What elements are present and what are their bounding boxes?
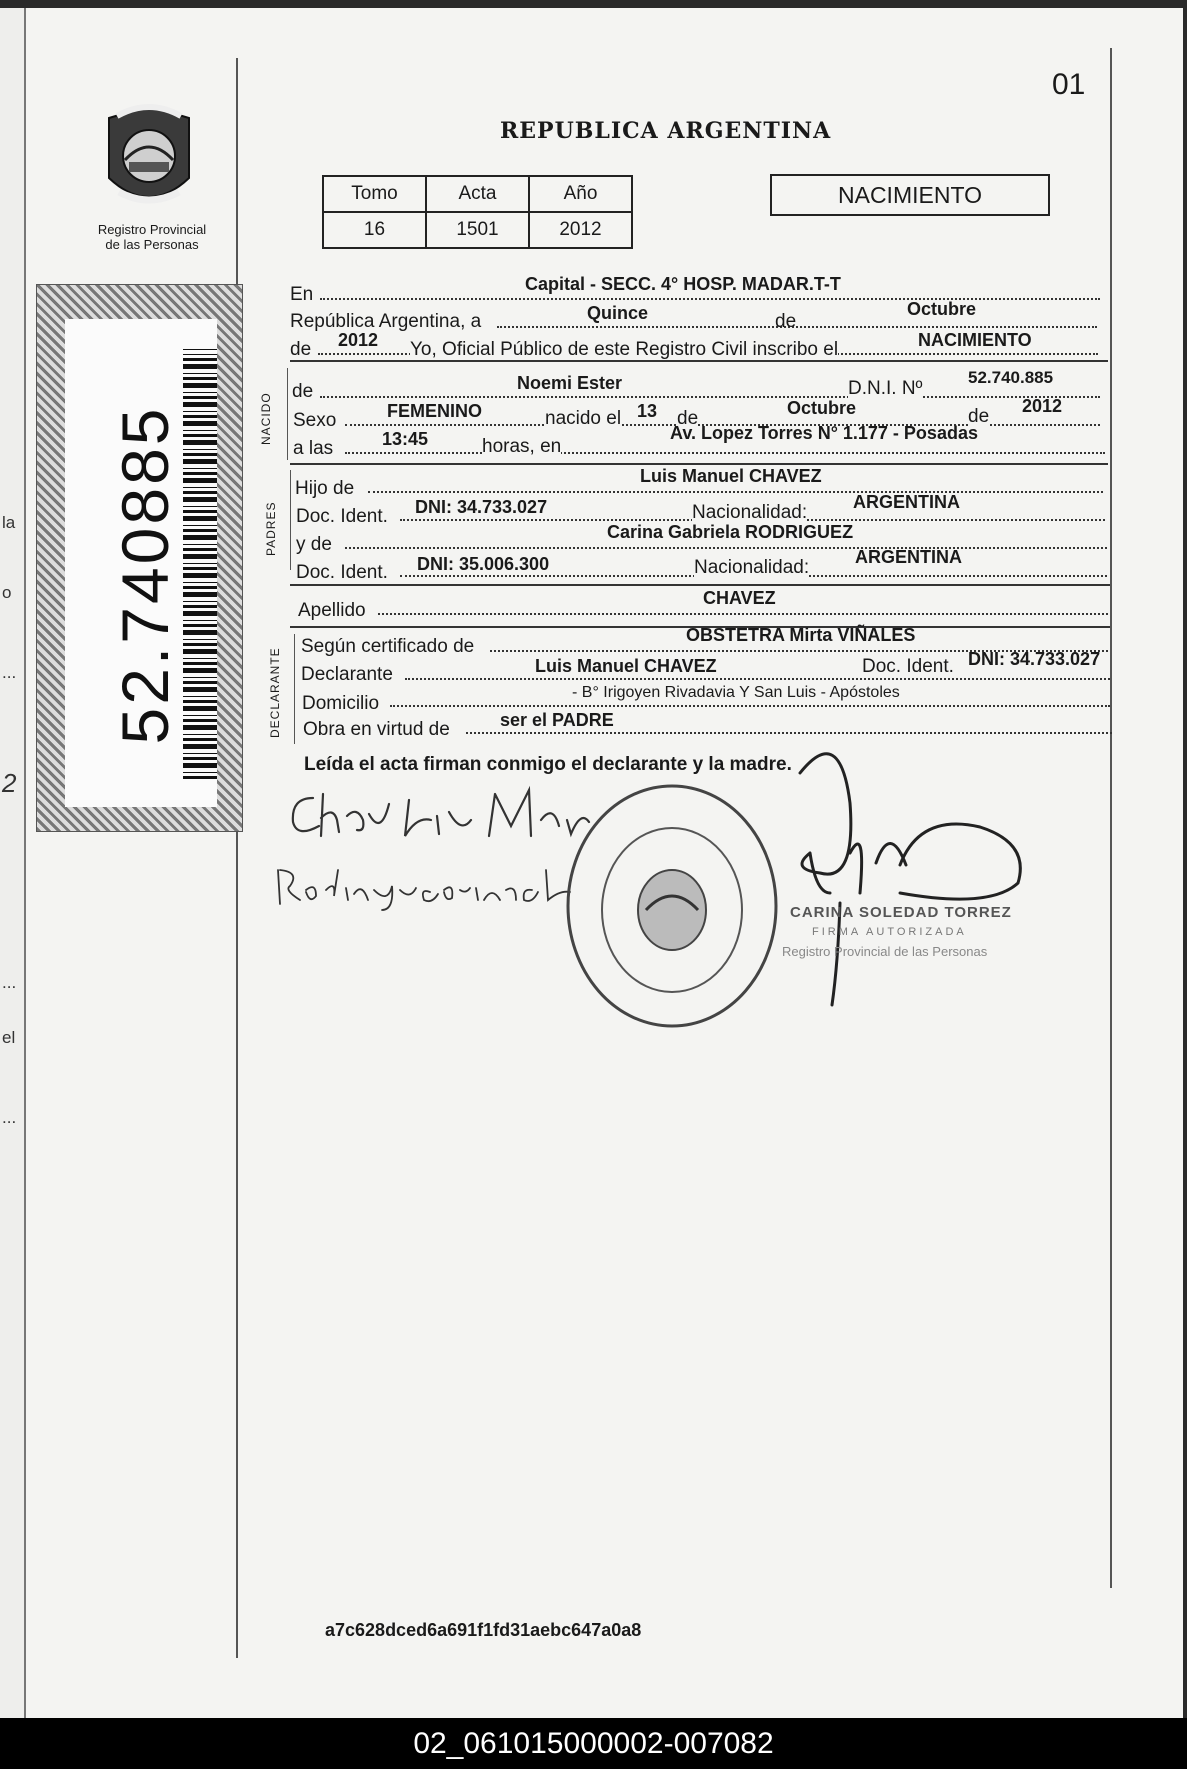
id-number-band (36, 284, 243, 832)
section-label-nacido: NACIDO (259, 392, 273, 445)
dotted-line (466, 732, 1112, 734)
sexo-value: FEMENINO (387, 401, 483, 421)
round-official-seal (560, 778, 785, 1033)
birth-year-value: 2012 (1022, 396, 1063, 416)
declarant-signature (285, 776, 605, 846)
father-doc-label: Doc. Ident. (296, 506, 388, 527)
dotted-line (497, 326, 1097, 328)
official-stamp-role: FIRMA AUTORIZADA (812, 926, 967, 938)
en-label: En (290, 284, 314, 305)
domicilio-value: - B° Irigoyen Rivadavia Y San Luis - Apóstoles (572, 684, 900, 701)
decl-doc-label: Doc. Ident. (862, 656, 954, 677)
horas-label: horas, en (482, 436, 562, 457)
birth-day-value: 13 (637, 401, 658, 421)
nacido-el-label: nacido el (545, 408, 622, 429)
record-type-box: NACIMIENTO (770, 174, 1050, 216)
cert-value: OBSTETRA Mirta VIÑALES (686, 625, 916, 645)
child-dni-value: 52.740.885 (968, 368, 1054, 387)
section-label-padres: PADRES (264, 501, 278, 556)
mother-nat-label: Nacionalidad: (694, 557, 810, 578)
domicilio-label: Domicilio (302, 693, 380, 714)
dni-label: D.N.I. Nº (848, 378, 923, 399)
nacido-de-label: de (292, 381, 314, 402)
official-stamp-registry: Registro Provincial de las Personas (782, 944, 988, 959)
month-value: Octubre (907, 299, 977, 319)
prev-page-fragment: 2 (2, 768, 17, 798)
republica-label: República Argentina, a (290, 311, 482, 332)
mother-doc-label: Doc. Ident. (296, 562, 388, 583)
section-bracket (294, 634, 295, 744)
dotted-line (390, 705, 1110, 707)
official-signature (780, 743, 1040, 1023)
apellido-label: Apellido (298, 600, 366, 621)
mother-signature (270, 860, 580, 912)
table-value-anio: 2012 (529, 212, 632, 248)
prev-page-fragment: la (2, 513, 16, 532)
section-divider (290, 360, 1108, 362)
registry-seal-logo (95, 100, 203, 220)
dotted-line (378, 613, 1108, 615)
apellido-value: CHAVEZ (703, 588, 776, 608)
record-table (322, 175, 633, 249)
section-bracket (287, 368, 288, 460)
prev-page-fragment: ... (2, 663, 17, 682)
decl-value: Luis Manuel CHAVEZ (535, 656, 717, 676)
document-hash: a7c628dced6a691f1fd31aebc647a0a8 (325, 1620, 642, 1640)
section-divider (290, 584, 1110, 586)
previous-page-edge (0, 8, 26, 1718)
father-name-value: Luis Manuel CHAVEZ (640, 466, 822, 486)
footer-code: 02_061015000002-007082 (0, 1718, 1187, 1769)
alas-label: a las (293, 438, 334, 459)
table-header-anio: Año (529, 176, 632, 212)
birth-place-value: Av. Lopez Torres N° 1.177 - Posadas (670, 423, 978, 443)
day-value: Quince (587, 303, 649, 323)
section-divider (290, 463, 1108, 465)
hijo-label: Hijo de (295, 478, 355, 499)
sexo-label: Sexo (293, 410, 337, 431)
obra-label: Obra en virtud de (303, 719, 450, 740)
de2-label: de (290, 339, 312, 360)
dotted-line (320, 396, 1100, 398)
dotted-line (345, 547, 1107, 549)
de-label: de (775, 311, 797, 332)
prev-page-fragment: el (2, 1028, 16, 1047)
nacido-de3-label: de (968, 406, 990, 427)
obra-value: ser el PADRE (500, 710, 614, 730)
id-number-vertical: 52.740885 (108, 405, 182, 745)
section-label-declarante: DECLARANTE (268, 647, 282, 738)
father-nat-value: ARGENTINA (853, 492, 960, 512)
mother-name-value: Carina Gabriela RODRIGUEZ (607, 522, 854, 542)
prev-page-fragment: ... (2, 1108, 17, 1127)
year-value: 2012 (338, 330, 379, 350)
table-value-tomo: 16 (323, 212, 426, 248)
child-name-value: Noemi Ester (517, 373, 623, 393)
father-doc-value: DNI: 34.733.027 (415, 497, 548, 517)
dotted-line (320, 298, 1100, 300)
cert-label: Según certificado de (301, 636, 475, 657)
country-title: REPUBLICA ARGENTINA (500, 118, 832, 144)
oficial-text: Yo, Oficial Público de este Registro Civil inscribo el (410, 339, 839, 360)
closing-statement: Leída el acta firman conmigo el declarante y la madre. (304, 754, 792, 775)
table-header-acta: Acta (426, 176, 529, 212)
decl-doc-value: DNI: 34.733.027 (968, 649, 1101, 669)
table-header-tomo: Tomo (323, 176, 426, 212)
birth-month-value: Octubre (787, 398, 857, 418)
page-number: 01 (1052, 68, 1086, 101)
dotted-line (345, 452, 1105, 454)
en-value: Capital - SECC. 4° HOSP. MADAR.T-T (525, 274, 841, 294)
birth-time-value: 13:45 (382, 429, 429, 449)
prev-page-fragment: o (2, 583, 12, 602)
dotted-line (405, 678, 1110, 680)
section-bracket (290, 470, 291, 570)
registry-name: Registro Provincial de las Personas (97, 222, 207, 252)
mother-doc-value: DNI: 35.006.300 (417, 554, 550, 574)
table-value-acta: 1501 (426, 212, 529, 248)
mother-nat-value: ARGENTINA (855, 547, 962, 567)
father-nat-label: Nacionalidad: (692, 502, 808, 523)
decl-label: Declarante (301, 664, 393, 685)
dotted-line (368, 491, 1103, 493)
inscribe-value: NACIMIENTO (918, 330, 1032, 350)
nacido-de2-label: de (677, 408, 699, 429)
yde-label: y de (296, 534, 332, 555)
right-margin-line (1110, 48, 1112, 1588)
document-page (0, 8, 1183, 1718)
official-stamp-name: CARINA SOLEDAD TORREZ (790, 904, 1012, 921)
prev-page-fragment: ... (2, 973, 17, 992)
barcode (183, 349, 217, 779)
